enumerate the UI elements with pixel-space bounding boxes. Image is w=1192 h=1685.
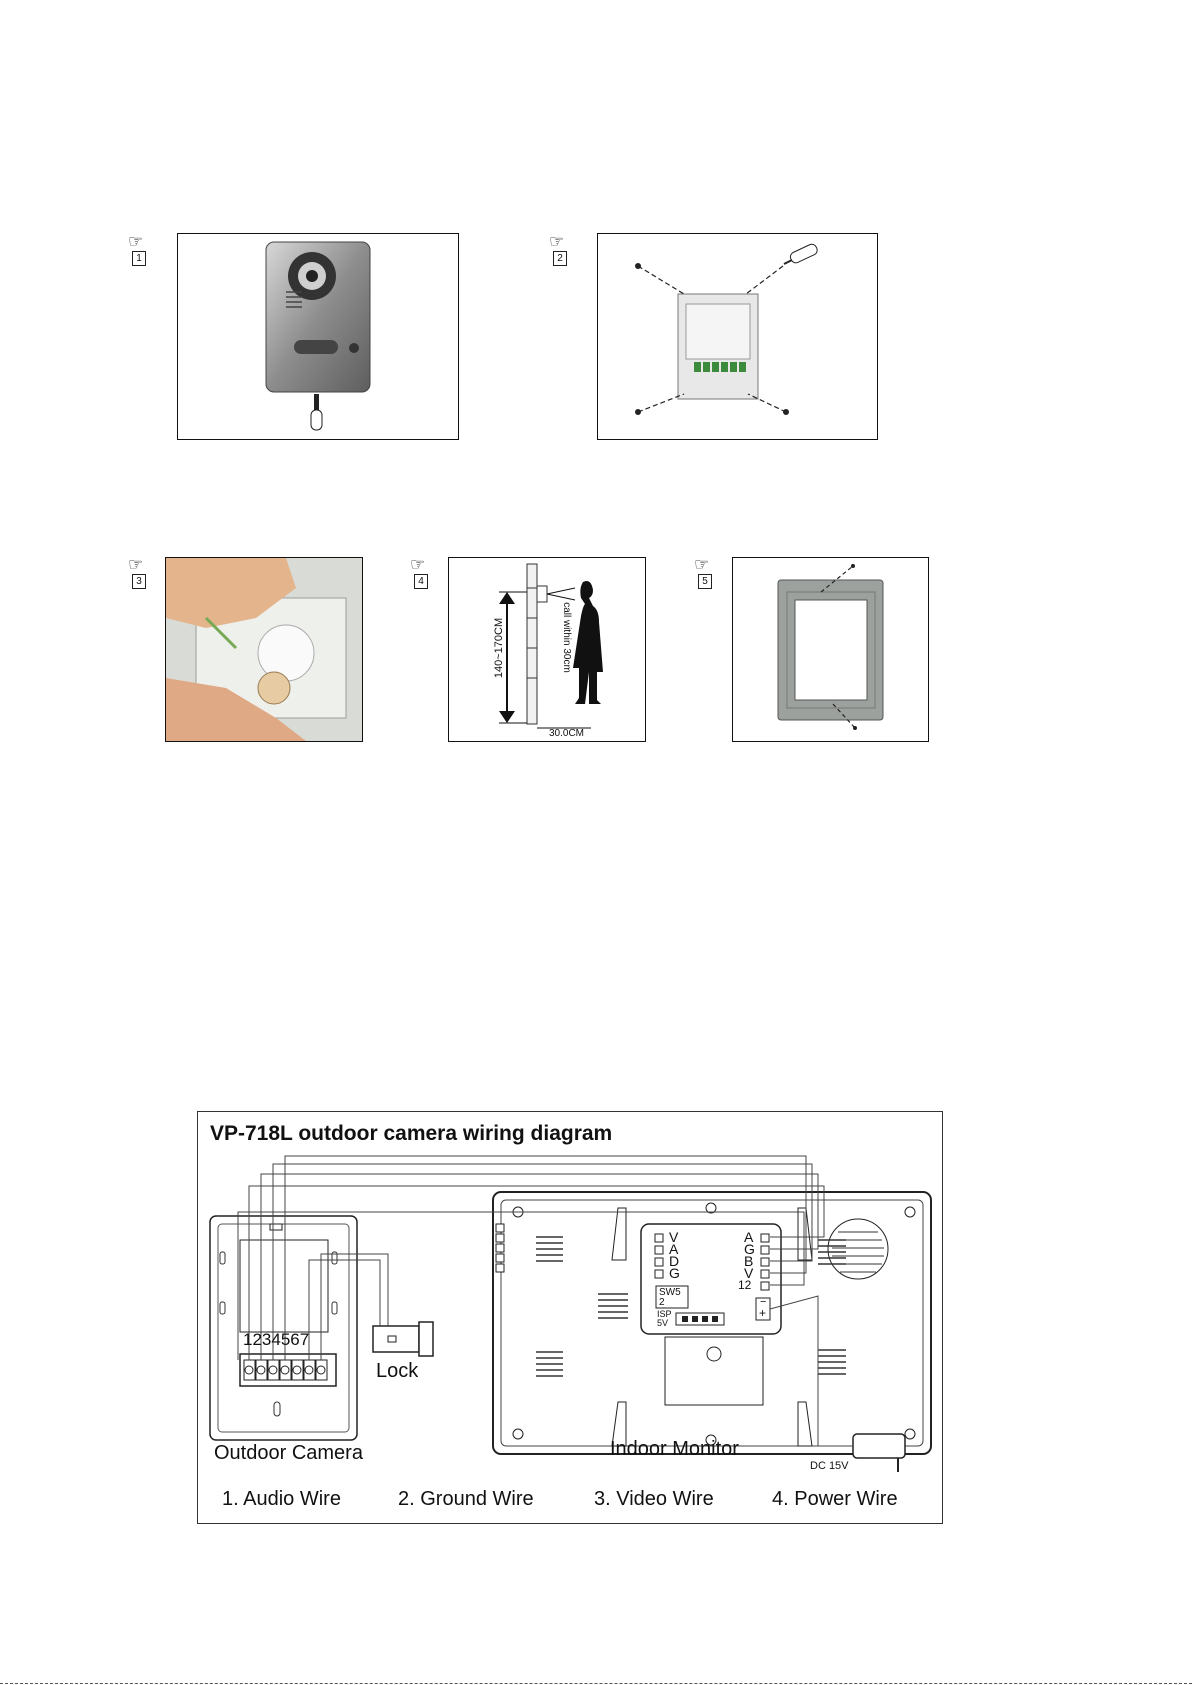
wiring-diagram-title: VP-718L outdoor camera wiring diagram [210,1122,613,1145]
height-range-label: 140~170CM [493,617,506,679]
step-5-number: 5 [698,574,712,589]
left-terminal-D: D [669,1253,680,1269]
left-terminal-G: G [669,1265,680,1281]
terminal-numbers: 1234567 [243,1330,310,1349]
lock-label: Lock [376,1360,419,1382]
legend-ground-wire: 2. Ground Wire [398,1488,534,1510]
right-terminal-A: A [744,1229,754,1245]
step-1-panel [177,233,459,440]
step-1-number: 1 [132,251,146,266]
pointing-hand-icon: ☞ [410,555,426,574]
step-2-panel [597,233,878,440]
dc-input-label: DC 15V [810,1460,849,1472]
legend-power-wire: 4. Power Wire [772,1488,898,1510]
installation-height-illustration [449,558,645,741]
indoor-monitor-label: Indoor Monitor [610,1438,739,1460]
left-terminal-V: V [669,1229,679,1245]
switch-label: SW5 [659,1287,681,1298]
switch-value: 2 [659,1297,665,1308]
step-5-panel [732,557,929,742]
backplate-screw-mounting-illustration [598,234,877,439]
step-4-marker [410,556,446,590]
step-3-panel [165,557,363,742]
mounting-frame-illustration [733,558,928,741]
legend-audio-wire: 1. Audio Wire [222,1488,341,1510]
right-terminal-V: V [744,1265,754,1281]
legend-video-wire: 3. Video Wire [594,1488,714,1510]
step-4-number: 4 [414,574,428,589]
pointing-hand-icon: ☞ [694,555,710,574]
outdoor-camera-front-illustration [178,234,458,439]
pointing-hand-icon: ☞ [128,555,144,574]
pointing-hand-icon: ☞ [128,232,144,251]
polarity-minus: − [760,1296,767,1308]
step-2-number: 2 [553,251,567,266]
step-4-panel [448,557,646,742]
step-3-marker [128,556,164,590]
outdoor-camera-label: Outdoor Camera [214,1442,363,1464]
step-2-marker [549,233,585,267]
step-3-number: 3 [132,574,146,589]
step-1-marker [128,233,164,267]
wiring-diagram [197,1111,943,1524]
right-terminal-G: G [744,1241,755,1257]
hands-wiring-photo-illustration [166,558,362,741]
pointing-hand-icon: ☞ [549,232,565,251]
left-terminal-A: A [669,1241,679,1257]
step-5-marker [694,556,730,590]
isp-label: ISP [657,1309,672,1319]
isp-value: 5V [657,1318,669,1328]
page-bottom-rule [0,1683,1192,1684]
call-distance-label: call within 30cm [560,602,572,673]
polarity-plus: + [759,1306,767,1320]
right-terminal-12: 12 [738,1278,752,1292]
distance-label: 30.0CM [549,728,585,739]
right-terminal-B: B [744,1253,754,1269]
